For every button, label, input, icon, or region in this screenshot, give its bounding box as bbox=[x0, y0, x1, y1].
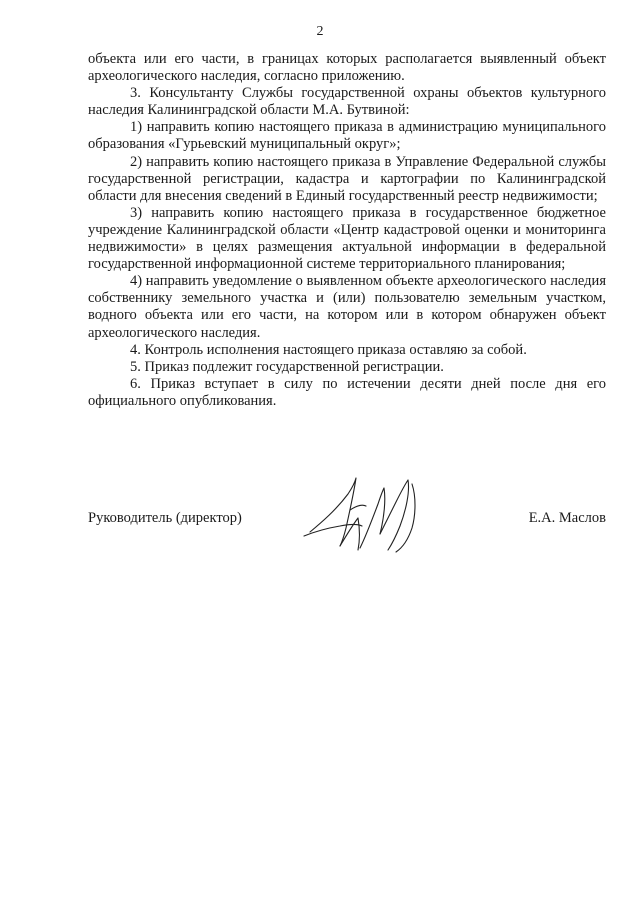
paragraph-item-4: 4. Контроль исполнения настоящего приказа оставляю за собой. bbox=[130, 341, 527, 358]
document-body bbox=[88, 51, 606, 410]
paragraph-continuation: объекта или его части, в границах которых располагается выявленный объект археологического наследия, согласно приложению. bbox=[88, 51, 606, 85]
paragraph-subitem-4: 4) направить уведомление о выявленном объекте археологического наследия собственнику земельного участка и (или) пользователю земельным участком, водного объекта или его части, на котором или в котором обнаружен объект археологического наследия. bbox=[88, 273, 606, 341]
page-number: 2 bbox=[316, 24, 324, 39]
signer-title: Руководитель (директор) bbox=[88, 510, 242, 526]
paragraph-subitem-3: 3) направить копию настоящего приказа в государственное бюджетное учреждение Калининградской области «Центр кадастровой оценки и мониторинга недвижимости» в целях размещения актуальной информации в федеральной государственной информационной системе территориального планирования; bbox=[88, 204, 606, 273]
signature-stroke bbox=[360, 488, 385, 548]
signature-stroke bbox=[310, 478, 356, 546]
signature-stroke bbox=[350, 505, 366, 510]
signer-name: Е.А. Маслов bbox=[528, 510, 606, 526]
paragraph-item-3: 3. Консультанту Службы государственной охраны объектов культурного наследия Калининградской области М.А. Бутвиной: bbox=[88, 85, 606, 119]
paragraph-subitem-1: 1) направить копию настоящего приказа в администрацию муниципального образования «Гурьевский муниципальный округ»; bbox=[88, 119, 606, 153]
handwritten-signature bbox=[300, 470, 430, 560]
paragraph-subitem-2: 2) направить копию настоящего приказа в Управление Федеральной службы государственной регистрации, кадастра и картографии по Калининградской области для внесения сведений в Единый государственный реестр недвижимости; bbox=[88, 153, 606, 204]
paragraph-item-6: 6. Приказ вступает в силу по истечении десяти дней после дня его официального опубликования. bbox=[88, 375, 606, 409]
signature-stroke bbox=[396, 484, 415, 552]
paragraph-item-5: 5. Приказ подлежит государственной регистрации. bbox=[130, 358, 444, 375]
signature-stroke bbox=[340, 518, 360, 550]
